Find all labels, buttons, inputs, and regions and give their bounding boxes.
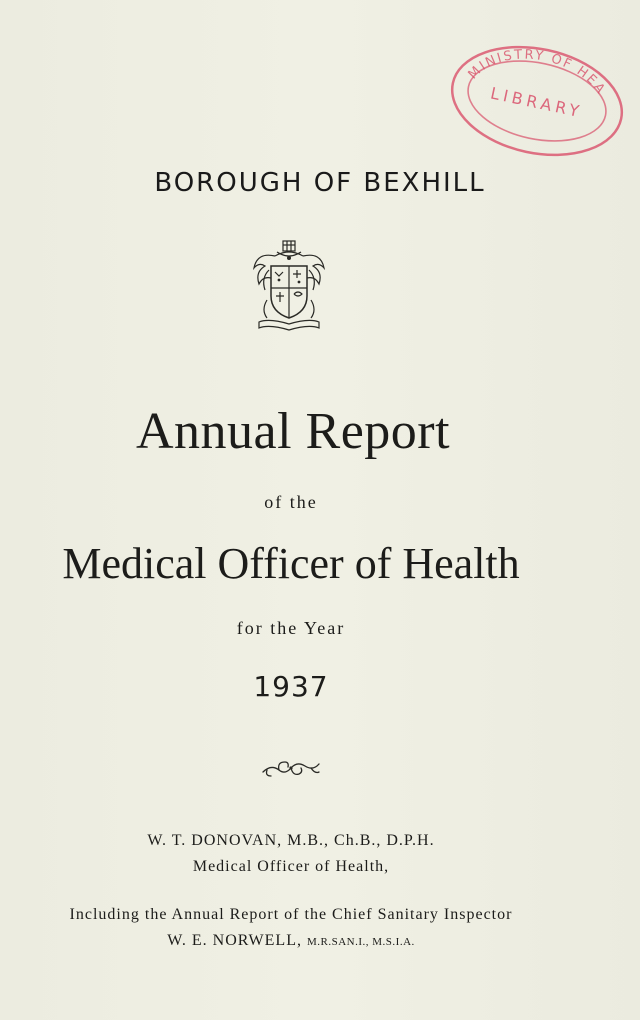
flourish-ornament-icon — [261, 756, 321, 780]
report-year: 1937 — [253, 670, 329, 703]
title-medical-officer: Medical Officer of Health — [62, 539, 520, 588]
library-stamp — [437, 25, 638, 178]
stamp-arc-text: MINISTRY OF HEA — [465, 47, 609, 98]
title-for-the-year: for the Year — [236, 618, 346, 638]
including-note: Including the Annual Report of the Chief Sanitary Inspector — [69, 906, 513, 923]
inspector-qualifications: M.R.SAN.I., M.S.I.A. — [306, 936, 415, 948]
title-annual-report: Annual Report — [135, 403, 451, 460]
stamp-center-text: LIBRARY — [488, 83, 585, 122]
inspector-name: W. E. NORWELL, — [167, 932, 307, 949]
coat-of-arms-icon — [249, 238, 329, 334]
author-title: Medical Officer of Health, — [192, 858, 390, 875]
title-of-the: of the — [264, 492, 318, 512]
inspector-credit — [0, 932, 582, 950]
author-credit: W. T. DONOVAN, M.B., Ch.B., D.P.H. — [147, 832, 435, 849]
borough-heading: BOROUGH OF BEXHILL — [154, 168, 486, 198]
